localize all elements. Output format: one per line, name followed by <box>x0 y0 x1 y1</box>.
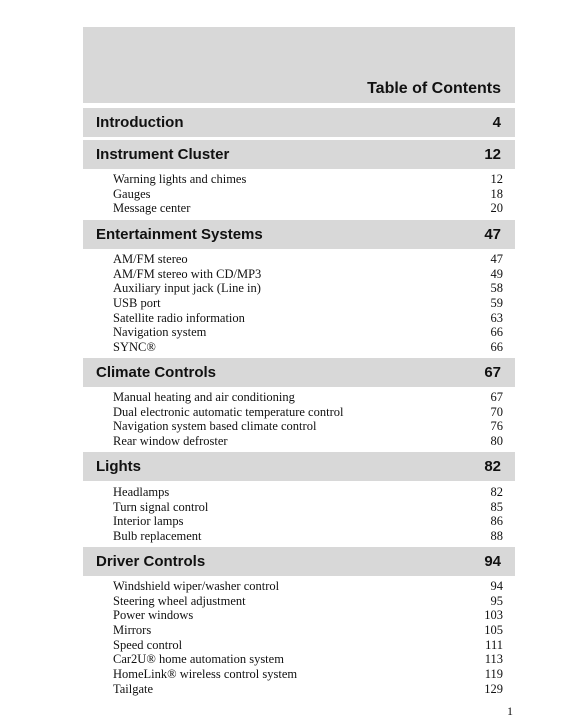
entry-label: Steering wheel adjustment <box>113 593 246 608</box>
section-header-instrument-cluster[interactable] <box>83 140 515 169</box>
entry-label: Dual electronic automatic temperature control <box>113 404 344 419</box>
toc-entry[interactable] <box>113 267 503 282</box>
entry-page: 80 <box>490 434 503 449</box>
section-header-lights[interactable] <box>83 452 515 481</box>
toc-entry[interactable] <box>113 623 503 638</box>
toc-entry[interactable] <box>113 325 503 340</box>
entry-page: 82 <box>490 485 503 499</box>
section-page: 4 <box>492 114 501 131</box>
toc-entry[interactable] <box>113 252 503 267</box>
toc-entry[interactable] <box>113 311 503 326</box>
toc-entry[interactable] <box>113 682 503 697</box>
entry-page: 58 <box>490 281 503 296</box>
entry-page: 59 <box>490 296 503 311</box>
toc-entry[interactable] <box>113 529 503 544</box>
section-header-entertainment-systems[interactable] <box>83 220 515 249</box>
entry-label: Satellite radio information <box>113 310 245 325</box>
entries-instrument-cluster <box>113 172 503 216</box>
entry-label: AM/FM stereo <box>113 252 188 266</box>
section-label: Driver Controls <box>96 553 206 570</box>
entry-label: Tailgate <box>113 681 154 696</box>
entry-label: Message center <box>113 201 191 216</box>
entry-label: Navigation system <box>113 325 207 340</box>
entry-label: Windshield wiper/washer control <box>113 579 280 593</box>
toc-entry[interactable] <box>113 201 503 216</box>
entry-label: Power windows <box>113 608 194 623</box>
entry-page: 47 <box>490 252 503 266</box>
section-label: Lights <box>96 458 141 475</box>
toc-entry[interactable] <box>113 608 503 623</box>
entries-driver-controls <box>113 579 503 697</box>
entry-label: Rear window defroster <box>113 434 228 449</box>
entry-label: Interior lamps <box>113 514 184 529</box>
toc-entry[interactable] <box>113 172 503 187</box>
entry-label: USB port <box>113 296 161 311</box>
entries-lights <box>113 485 503 544</box>
entry-page: 95 <box>490 593 503 608</box>
section-page: 94 <box>484 553 501 570</box>
entry-page: 129 <box>484 681 503 696</box>
entry-label: Auxiliary input jack (Line in) <box>113 281 261 296</box>
page-number: 1 <box>507 704 513 718</box>
entry-page: 63 <box>490 310 503 325</box>
section-label: Climate Controls <box>96 364 217 381</box>
entry-page: 85 <box>490 499 503 514</box>
entry-page: 103 <box>484 608 503 623</box>
section-header-introduction[interactable] <box>83 108 515 137</box>
toc-entry[interactable] <box>113 594 503 609</box>
section-page: 47 <box>484 226 501 243</box>
toc-entry[interactable] <box>113 405 503 420</box>
entry-page: 12 <box>490 172 503 186</box>
toc-entry[interactable] <box>113 485 503 500</box>
toc-entry[interactable] <box>113 667 503 682</box>
toc-entry[interactable] <box>113 340 503 355</box>
entry-page: 119 <box>484 667 503 682</box>
toc-entry[interactable] <box>113 434 503 449</box>
entries-entertainment-systems <box>113 252 503 355</box>
entry-label: Navigation system based climate control <box>113 419 317 434</box>
entry-label: Manual heating and air conditioning <box>113 390 295 404</box>
toc-entry[interactable] <box>113 296 503 311</box>
toc-entry[interactable] <box>113 281 503 296</box>
section-page: 12 <box>484 146 501 163</box>
section-label: Entertainment Systems <box>96 226 263 243</box>
entry-page: 20 <box>490 201 503 216</box>
entry-page: 86 <box>490 514 503 529</box>
section-label: Instrument Cluster <box>96 146 230 163</box>
toc-entry[interactable] <box>113 187 503 202</box>
entry-page: 94 <box>490 579 503 593</box>
entry-label: Gauges <box>113 186 151 201</box>
entry-page: 49 <box>490 266 503 281</box>
entry-page: 70 <box>490 404 503 419</box>
title-band <box>83 27 515 103</box>
entry-label: Warning lights and chimes <box>113 172 247 186</box>
entry-label: Turn signal control <box>113 499 209 514</box>
entry-label: AM/FM stereo with CD/MP3 <box>113 266 262 281</box>
entry-page: 111 <box>485 637 503 652</box>
page-title: Table of Contents <box>367 80 501 97</box>
entries-climate-controls <box>113 390 503 449</box>
entry-label: Mirrors <box>113 623 152 638</box>
section-page: 82 <box>484 458 501 475</box>
toc-entry[interactable] <box>113 514 503 529</box>
entry-page: 67 <box>490 390 503 404</box>
toc-entry[interactable] <box>113 652 503 667</box>
section-label: Introduction <box>96 114 184 131</box>
entry-label: Headlamps <box>113 485 170 499</box>
entry-page: 113 <box>484 652 503 667</box>
entry-page: 88 <box>490 529 503 544</box>
section-page: 67 <box>484 364 501 381</box>
entry-page: 66 <box>490 325 503 340</box>
toc-entry[interactable] <box>113 390 503 405</box>
entry-page: 76 <box>490 419 503 434</box>
entry-label: Bulb replacement <box>113 529 202 544</box>
entry-label: Car2U® home automation system <box>113 652 284 667</box>
toc-entry[interactable] <box>113 579 503 594</box>
entry-label: Speed control <box>113 637 183 652</box>
entry-page: 66 <box>490 340 503 355</box>
toc-entry[interactable] <box>113 500 503 515</box>
toc-entry[interactable] <box>113 419 503 434</box>
section-header-climate-controls[interactable] <box>83 358 515 387</box>
entry-label: SYNC® <box>113 340 156 355</box>
entry-page: 18 <box>490 186 503 201</box>
entry-page: 105 <box>484 623 503 638</box>
toc-entry[interactable] <box>113 638 503 653</box>
entry-label: HomeLink® wireless control system <box>113 667 298 682</box>
section-header-driver-controls[interactable] <box>83 547 515 576</box>
